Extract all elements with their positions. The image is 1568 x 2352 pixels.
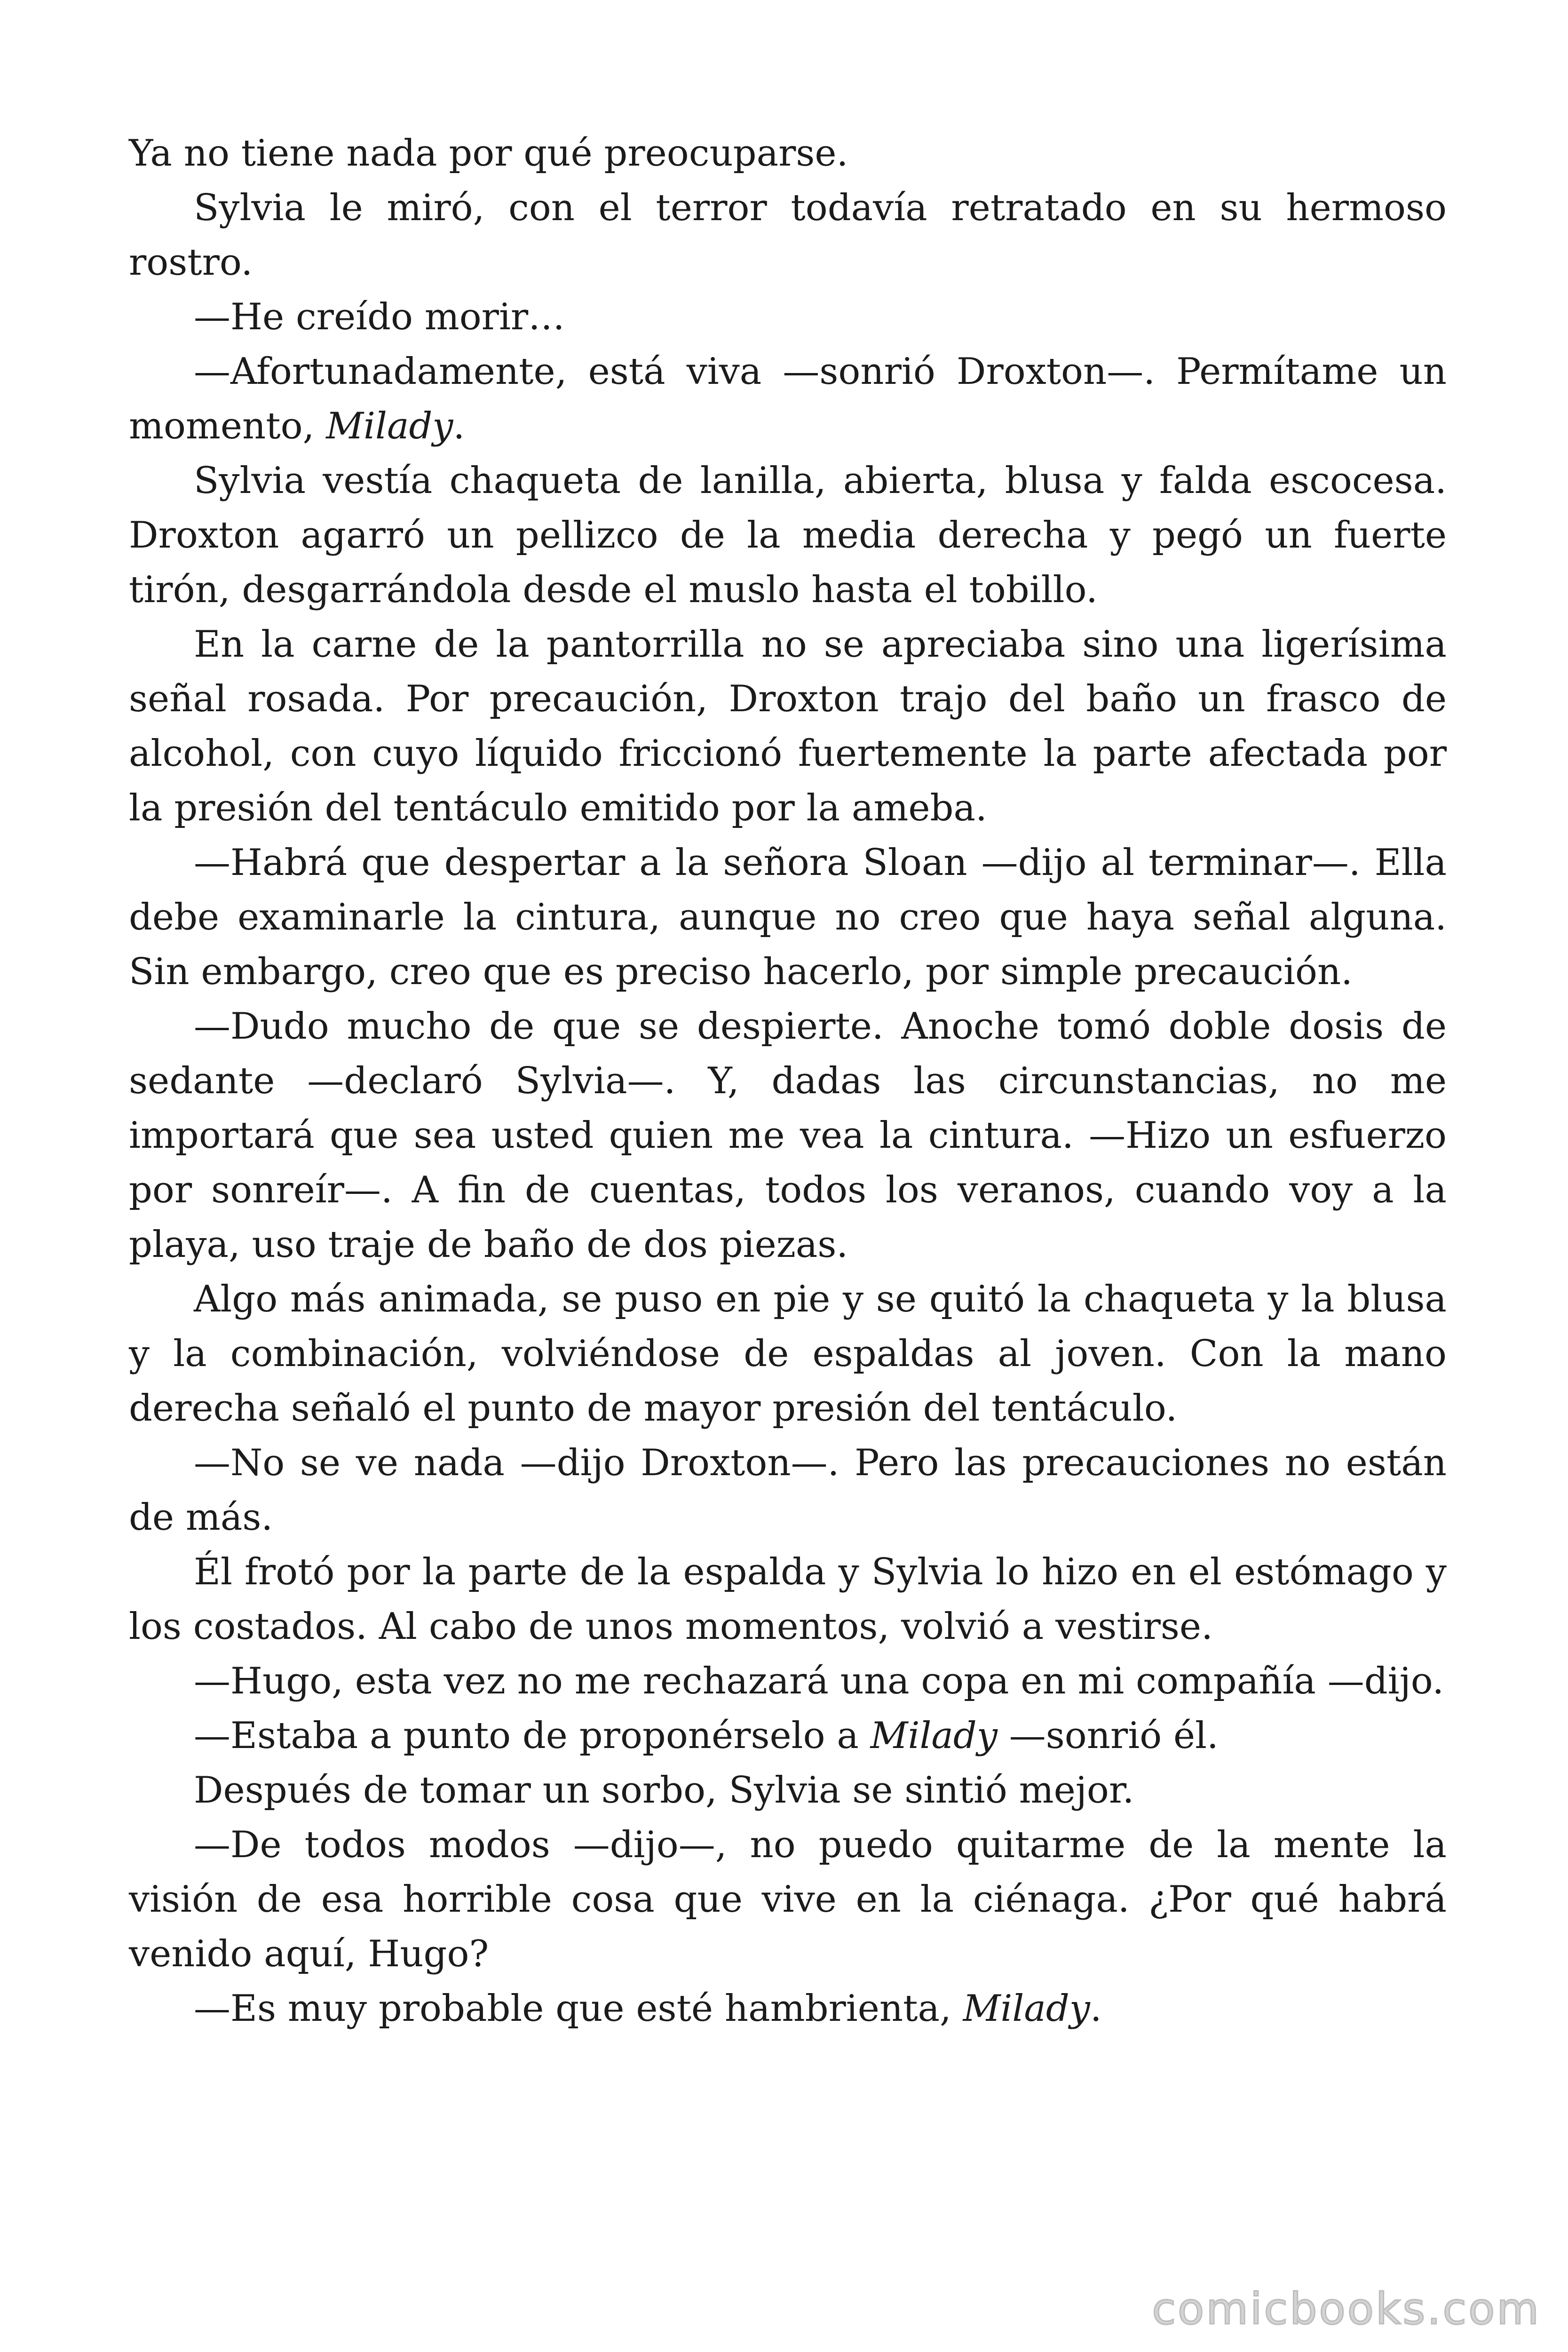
- paragraph: En la carne de la pantorrilla no se apreciaba sino una ligerísima señal rosada. Por precaución, Droxton trajo del baño un frasco de alcohol, con cuyo líquido friccionó fuertemente la parte afectada por la presión del tentáculo emitido por la ameba.: [129, 623, 1447, 829]
- paragraph: Después de tomar un sorbo, Sylvia se sintió mejor.: [194, 1769, 1134, 1812]
- paragraph: —Hugo, esta vez no me rechazará una copa en mi compañía —dijo.: [194, 1660, 1444, 1702]
- paragraph: Ya no tiene nada por qué preocuparse.: [129, 132, 848, 175]
- paragraph: —De todos modos —dijo—, no puedo quitarme de la mente la visión de esa horrible cosa que vive en la ciénaga. ¿Por qué habrá venido aquí, Hugo?: [129, 1824, 1447, 1975]
- italic-milady: Milady: [326, 405, 453, 447]
- italic-milady: Milady: [963, 1987, 1090, 2030]
- paragraph: —Es muy probable que esté hambrienta, Milady.: [194, 1987, 1102, 2030]
- paragraph: —Dudo mucho de que se despierte. Anoche tomó doble dosis de sedante —declaró Sylvia—. Y, dadas las circunstancias, no me importará que sea usted quien me vea la cintura. —Hizo un esfuerzo por sonreír—. A fin de cuentas, todos los veranos, cuando voy a la playa, uso traje de baño de dos piezas.: [129, 1005, 1447, 1266]
- italic-milady: Milady: [870, 1715, 998, 1757]
- paragraph: Sylvia vestía chaqueta de lanilla, abierta, blusa y falda escocesa. Droxton agarró un pellizco de la media derecha y pegó un fuerte tirón, desgarrándola desde el muslo hasta el tobillo.: [129, 460, 1447, 611]
- watermark: comicbooks.com: [1152, 2284, 1541, 2334]
- paragraph: —He creído morir…: [194, 296, 565, 338]
- paragraph: —Afortunadamente, está viva —sonrió Droxton—. Permítame un momento, Milady.: [129, 350, 1447, 447]
- paragraph: Sylvia le miró, con el terror todavía retratado en su hermoso rostro.: [129, 187, 1447, 284]
- paragraph: Él frotó por la parte de la espalda y Sylvia lo hizo en el estómago y los costados. Al cabo de unos momentos, volvió a vestirse.: [129, 1551, 1447, 1648]
- page-text: [129, 126, 1447, 2036]
- paragraph: Algo más animada, se puso en pie y se quitó la chaqueta y la blusa y la combinación, volviéndose de espaldas al joven. Con la mano derecha señaló el punto de mayor presión del tentáculo.: [129, 1278, 1447, 1430]
- paragraph: —Estaba a punto de proponérselo a Milady —sonrió él.: [194, 1715, 1219, 1757]
- paragraph: —Habrá que despertar a la señora Sloan —dijo al terminar—. Ella debe examinarle la cintura, aunque no creo que haya señal alguna. Sin embargo, creo que es preciso hacerlo, por simple precaución.: [129, 842, 1447, 993]
- paragraph: —No se ve nada —dijo Droxton—. Pero las precauciones no están de más.: [129, 1442, 1447, 1539]
